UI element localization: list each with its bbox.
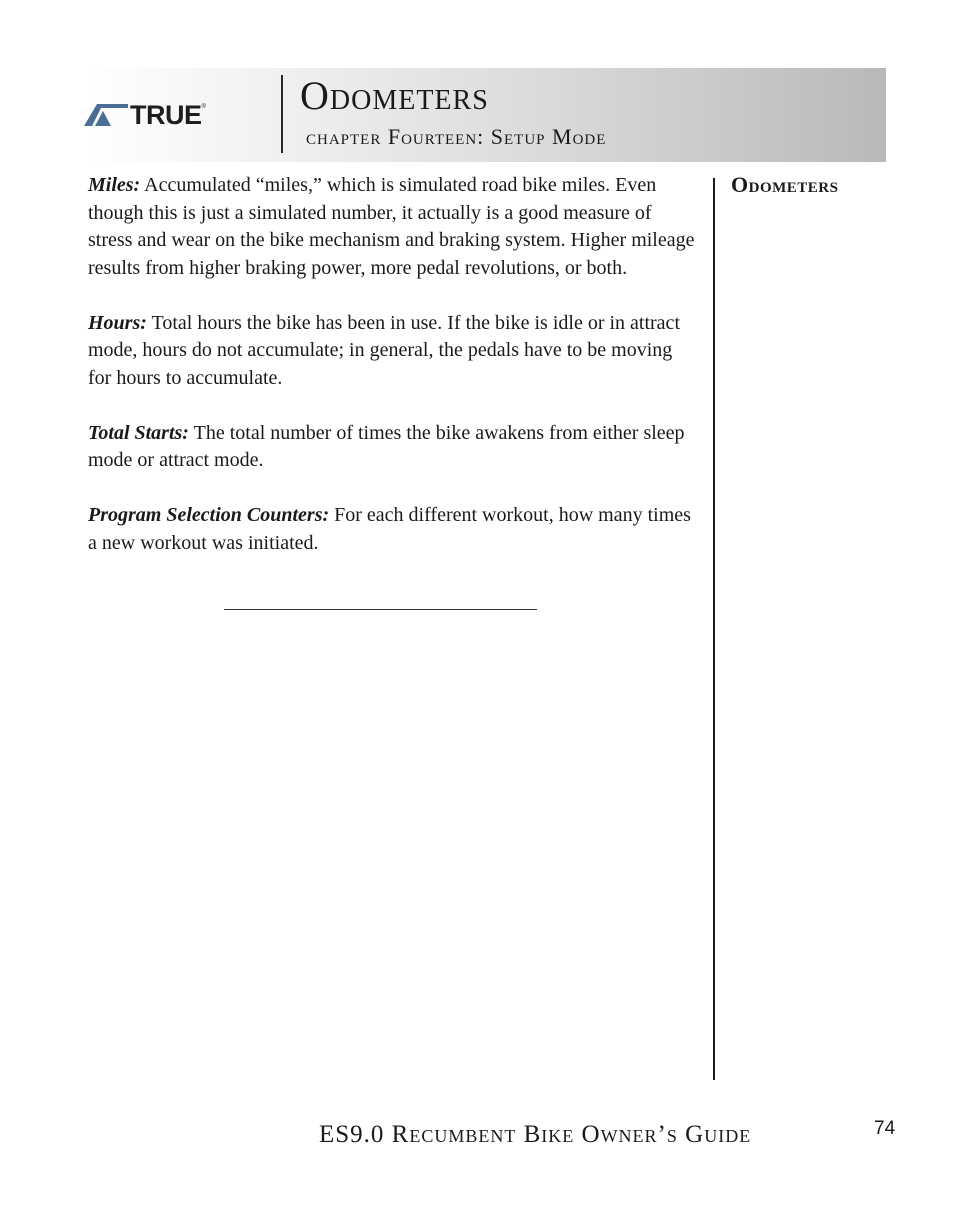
sidebar-label: Odometers [731, 172, 839, 197]
logo-registered-mark: ® [201, 104, 206, 110]
section-text: Accumulated “miles,” which is simulated road bike miles. Even though this is just a simulated number, it actually is a good measure of stress and wear on the bike mechanism and braking system. Higher mileage results from higher braking power, more pedal revolutions, or both. [88, 174, 695, 279]
section-term: Hours: [88, 311, 147, 334]
end-of-section-rule [224, 609, 537, 610]
footer-guide-title: ES9.0 Recumbent Bike Owner’s Guide [319, 1121, 752, 1148]
sidebar-divider [713, 178, 715, 1080]
section-text: For each different workout, how many times a new workout was initiated. [88, 504, 691, 554]
section-miles [88, 172, 700, 282]
section-total-starts [88, 420, 700, 475]
true-logo [84, 99, 254, 130]
section-text: The total number of times the bike awakens from either sleep mode or attract mode. [88, 421, 685, 471]
section-term: Miles: [88, 174, 141, 196]
section-hours [88, 310, 700, 393]
logo-wordmark: TRUE [130, 99, 202, 130]
section-program-selection-counters [88, 502, 700, 557]
true-logo-icon [84, 104, 128, 126]
header-divider [281, 75, 283, 153]
section-term: Program Selection Counters: [88, 504, 330, 526]
section-text: Total hours the bike has been in use. If the bike is idle or in attract mode, hours do not accumulate; in general, the pedals have to be moving for hours to accumulate. [88, 311, 680, 389]
section-term: Total Starts: [88, 421, 189, 444]
chapter-subtitle: chapter Fourteen: Setup Mode [306, 124, 607, 149]
main-content [88, 172, 700, 585]
page-title: Odometers [300, 73, 489, 118]
page-number: 74 [874, 1118, 896, 1139]
